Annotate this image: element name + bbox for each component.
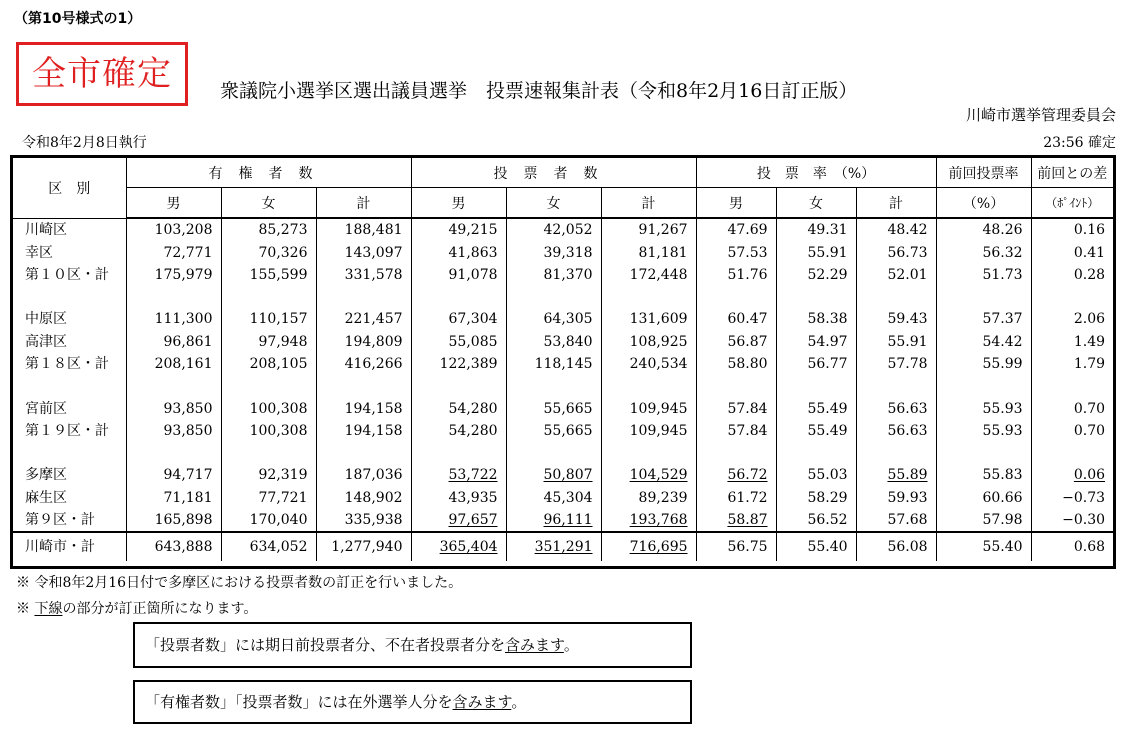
cell-rf: 52.29 [776,264,856,286]
cell-prev: 55.99 [936,353,1031,375]
spacer-cell [126,442,221,464]
cell-rm: 56.87 [696,331,776,353]
note-box-end: 。 [563,636,579,654]
header-eligible: 有権者数 [126,158,411,188]
spacer-cell [936,286,1031,308]
header-male: 男 [696,188,776,219]
table-row [13,509,1113,532]
district-name: 幸区 [13,241,126,263]
spacer-cell [1031,375,1113,397]
spacer-row [13,442,1113,464]
note-box-text: 「有権者数」「投票者数」には在外選挙人分を [145,693,453,711]
results-table [10,155,1116,569]
cell-diff: 0.70 [1031,397,1113,419]
spacer-cell [13,442,126,464]
spacer-cell [221,375,316,397]
district-name: 第９区・計 [13,509,126,532]
note-box-end: 。 [511,693,527,711]
district-name: 川崎区 [13,218,126,241]
corrected-value: 365,404 [439,539,498,556]
spacer-cell [776,375,856,397]
cell-diff [1031,464,1113,486]
header-voters: 投票者数 [411,158,696,188]
cell-prev: 56.32 [936,241,1031,263]
cell-rm: 47.69 [696,218,776,241]
cell-vf: 118,145 [506,353,601,375]
cell-rf: 49.31 [776,218,856,241]
cell-diff: 0.28 [1031,264,1113,286]
committee-name: 川崎市選挙管理委員会 [965,106,1116,124]
cell-diff: 0.16 [1031,218,1113,241]
cell-vf [506,509,601,532]
cell-rm: 57.84 [696,397,776,419]
cell-vm: 55,085 [411,331,506,353]
spacer-cell [696,286,776,308]
cell-ef: 70,326 [221,241,316,263]
spacer-cell [316,286,411,308]
spacer-cell [221,442,316,464]
cell-ef: 155,599 [221,264,316,286]
note-underlined-word: 下線 [34,601,63,617]
cell-vt [601,532,696,561]
cell-rt: 57.68 [856,509,936,532]
spacer-cell [696,375,776,397]
cell-vm [411,509,506,532]
cell-prev: 55.93 [936,397,1031,419]
cell-vm: 54,280 [411,420,506,442]
corrected-value: 55.89 [887,467,928,484]
district-name: 高津区 [13,331,126,353]
spacer-cell [1031,442,1113,464]
cell-vf [506,464,601,486]
cell-em: 175,979 [126,264,221,286]
district-name: 宮前区 [13,397,126,419]
header-diff-unit: （ﾎﾟｲﾝﾄ） [1031,188,1113,219]
cell-et: 148,902 [316,487,411,509]
spacer-cell [411,286,506,308]
cell-rm: 57.84 [696,420,776,442]
note-underline [16,598,257,618]
spacer-cell [1031,286,1113,308]
header-prev-rate: 前回投票率 [936,158,1031,188]
cell-prev: 48.26 [936,218,1031,241]
cell-rf: 58.29 [776,487,856,509]
cell-em: 165,898 [126,509,221,532]
cell-rm: 60.47 [696,308,776,330]
cell-rt: 59.43 [856,308,936,330]
cell-vm: 54,280 [411,397,506,419]
table-total-row [13,532,1113,561]
cell-diff: 1.79 [1031,353,1113,375]
cell-prev: 57.98 [936,509,1031,532]
confirm-time: 23:56 確定 [1043,135,1116,151]
table-row [13,331,1113,353]
spacer-cell [776,286,856,308]
corrected-value: 96,111 [543,512,593,529]
cell-ef: 170,040 [221,509,316,532]
spacer-cell [316,442,411,464]
district-name: 第１０区・計 [13,264,126,286]
cell-vt [601,464,696,486]
cell-et: 187,036 [316,464,411,486]
note-text: の部分が訂正箇所になります。 [62,601,258,617]
district-name: 川崎市・計 [13,532,126,561]
cell-rt: 57.78 [856,353,936,375]
note-mark: ※ [16,601,35,617]
table-row [13,218,1113,241]
cell-rt: 55.91 [856,331,936,353]
spacer-cell [506,442,601,464]
spacer-cell [506,375,601,397]
cell-prev: 55.40 [936,532,1031,561]
cell-rf: 55.49 [776,397,856,419]
cell-rm: 51.76 [696,264,776,286]
cell-em: 94,717 [126,464,221,486]
cell-rt [856,464,936,486]
spacer-cell [411,375,506,397]
cell-rm: 57.53 [696,241,776,263]
cell-ef: 77,721 [221,487,316,509]
execution-date: 令和8年2月8日執行 [22,135,147,151]
cell-diff: 0.68 [1031,532,1113,561]
cell-vm: 122,389 [411,353,506,375]
header-rate: 投 票 率 （%） [696,158,936,188]
corrected-value: 716,695 [629,539,688,556]
cell-vt: 81,181 [601,241,696,263]
note-correction: ※ 令和8年2月16日付で多摩区における投票者数の訂正を行いました。 [16,575,463,591]
header-male: 男 [126,188,221,219]
cell-ef: 97,948 [221,331,316,353]
cell-vm [411,532,506,561]
cell-et: 188,481 [316,218,411,241]
spacer-row [13,375,1113,397]
cell-em: 103,208 [126,218,221,241]
cell-em: 93,850 [126,420,221,442]
cell-vt [601,509,696,532]
cell-rt: 56.73 [856,241,936,263]
spacer-cell [601,375,696,397]
table-row [13,397,1113,419]
cell-vm: 41,863 [411,241,506,263]
page-title: 衆議院小選挙区選出議員選挙 投票速報集計表（令和8年2月16日訂正版） [220,80,858,102]
cell-rt: 56.63 [856,420,936,442]
cell-ef: 208,105 [221,353,316,375]
cell-prev: 51.73 [936,264,1031,286]
cell-et: 194,809 [316,331,411,353]
cell-prev: 55.93 [936,420,1031,442]
header-female: 女 [221,188,316,219]
spacer-cell [13,286,126,308]
corrected-value: 193,768 [629,512,688,529]
header-prev-rate-unit: （%） [936,188,1031,219]
header-female: 女 [776,188,856,219]
cell-vf: 55,665 [506,420,601,442]
table-row [13,464,1113,486]
cell-et: 331,578 [316,264,411,286]
cell-ef: 634,052 [221,532,316,561]
cell-em: 111,300 [126,308,221,330]
cell-rf: 58.38 [776,308,856,330]
spacer-cell [601,286,696,308]
cell-em: 71,181 [126,487,221,509]
cell-em: 72,771 [126,241,221,263]
table-row [13,487,1113,509]
cell-et: 335,938 [316,509,411,532]
table-row [13,420,1113,442]
header-total: 計 [601,188,696,219]
corrected-value: 351,291 [534,539,593,556]
corrected-value: 50,807 [543,467,593,484]
cell-vf: 42,052 [506,218,601,241]
cell-diff: 2.06 [1031,308,1113,330]
cell-vf: 64,305 [506,308,601,330]
cell-vt: 91,267 [601,218,696,241]
cell-diff: 1.49 [1031,331,1113,353]
cell-rf: 55.40 [776,532,856,561]
header-total: 計 [856,188,936,219]
header-diff: 前回との差 [1031,158,1113,188]
cell-vm: 49,215 [411,218,506,241]
cell-vt: 240,534 [601,353,696,375]
corrected-value: 53,722 [448,467,498,484]
note-box-text: 「投票者数」には期日前投票者分、不在者投票者分を [145,636,506,654]
spacer-cell [316,375,411,397]
cell-prev: 57.37 [936,308,1031,330]
header-district: 区 別 [13,158,126,218]
cell-vt: 109,945 [601,397,696,419]
cell-prev: 54.42 [936,331,1031,353]
district-name: 第１８区・計 [13,353,126,375]
cell-vt: 89,239 [601,487,696,509]
cell-rf: 54.97 [776,331,856,353]
cell-ef: 85,273 [221,218,316,241]
cell-rm: 58.80 [696,353,776,375]
cell-ef: 92,319 [221,464,316,486]
table-row [13,308,1113,330]
cell-ef: 110,157 [221,308,316,330]
cell-rf: 55.91 [776,241,856,263]
cell-diff: 0.70 [1031,420,1113,442]
cell-diff: −0.30 [1031,509,1113,532]
cell-vf: 45,304 [506,487,601,509]
cell-rt: 52.01 [856,264,936,286]
district-name: 第１９区・計 [13,420,126,442]
cell-rf: 55.49 [776,420,856,442]
district-name: 中原区 [13,308,126,330]
spacer-cell [696,442,776,464]
cell-rf: 55.03 [776,464,856,486]
confirmed-stamp: 全市確定 [16,42,188,106]
note-box-eligible [133,680,692,724]
cell-vt: 109,945 [601,420,696,442]
district-name: 多摩区 [13,464,126,486]
cell-vf [506,532,601,561]
spacer-cell [936,375,1031,397]
cell-rt: 56.63 [856,397,936,419]
spacer-cell [126,375,221,397]
cell-rf: 56.52 [776,509,856,532]
cell-et: 143,097 [316,241,411,263]
cell-em: 93,850 [126,397,221,419]
cell-vm [411,464,506,486]
cell-em: 96,861 [126,331,221,353]
cell-rm: 56.75 [696,532,776,561]
spacer-cell [776,442,856,464]
cell-rf: 56.77 [776,353,856,375]
cell-vt: 172,448 [601,264,696,286]
cell-et: 194,158 [316,397,411,419]
corrected-value: 97,657 [448,512,498,529]
spacer-cell [856,442,936,464]
cell-rm: 61.72 [696,487,776,509]
cell-em: 208,161 [126,353,221,375]
cell-vf: 55,665 [506,397,601,419]
cell-vf: 53,840 [506,331,601,353]
cell-rm [696,509,776,532]
form-number: （第10号様式の1） [14,11,142,27]
note-box-voters [133,622,692,668]
cell-et: 416,266 [316,353,411,375]
corrected-value: 58.87 [727,512,768,529]
cell-rt: 56.08 [856,532,936,561]
cell-vf: 39,318 [506,241,601,263]
cell-prev: 55.83 [936,464,1031,486]
table-row [13,241,1113,263]
spacer-cell [221,286,316,308]
spacer-cell [856,286,936,308]
spacer-cell [13,375,126,397]
note-box-underlined: 含みます [452,693,512,711]
cell-et: 221,457 [316,308,411,330]
cell-ef: 100,308 [221,420,316,442]
cell-rm [696,464,776,486]
cell-vm: 43,935 [411,487,506,509]
cell-ef: 100,308 [221,397,316,419]
header-female: 女 [506,188,601,219]
cell-rt: 48.42 [856,218,936,241]
cell-prev: 60.66 [936,487,1031,509]
cell-rt: 59.93 [856,487,936,509]
cell-vt: 108,925 [601,331,696,353]
spacer-cell [506,286,601,308]
spacer-cell [126,286,221,308]
cell-et: 1,277,940 [316,532,411,561]
spacer-cell [411,442,506,464]
note-box-underlined: 含みます [505,636,564,654]
header-total: 計 [316,188,411,219]
header-male: 男 [411,188,506,219]
spacer-cell [601,442,696,464]
cell-diff: 0.41 [1031,241,1113,263]
corrected-value: 104,529 [629,467,688,484]
cell-et: 194,158 [316,420,411,442]
cell-vm: 67,304 [411,308,506,330]
corrected-value: 56.72 [727,467,768,484]
cell-vf: 81,370 [506,264,601,286]
cell-vt: 131,609 [601,308,696,330]
table-row [13,264,1113,286]
district-name: 麻生区 [13,487,126,509]
cell-em: 643,888 [126,532,221,561]
cell-diff: −0.73 [1031,487,1113,509]
table-row [13,353,1113,375]
spacer-cell [936,442,1031,464]
spacer-cell [856,375,936,397]
corrected-value: 0.06 [1073,467,1106,484]
cell-vm: 91,078 [411,264,506,286]
spacer-row [13,286,1113,308]
